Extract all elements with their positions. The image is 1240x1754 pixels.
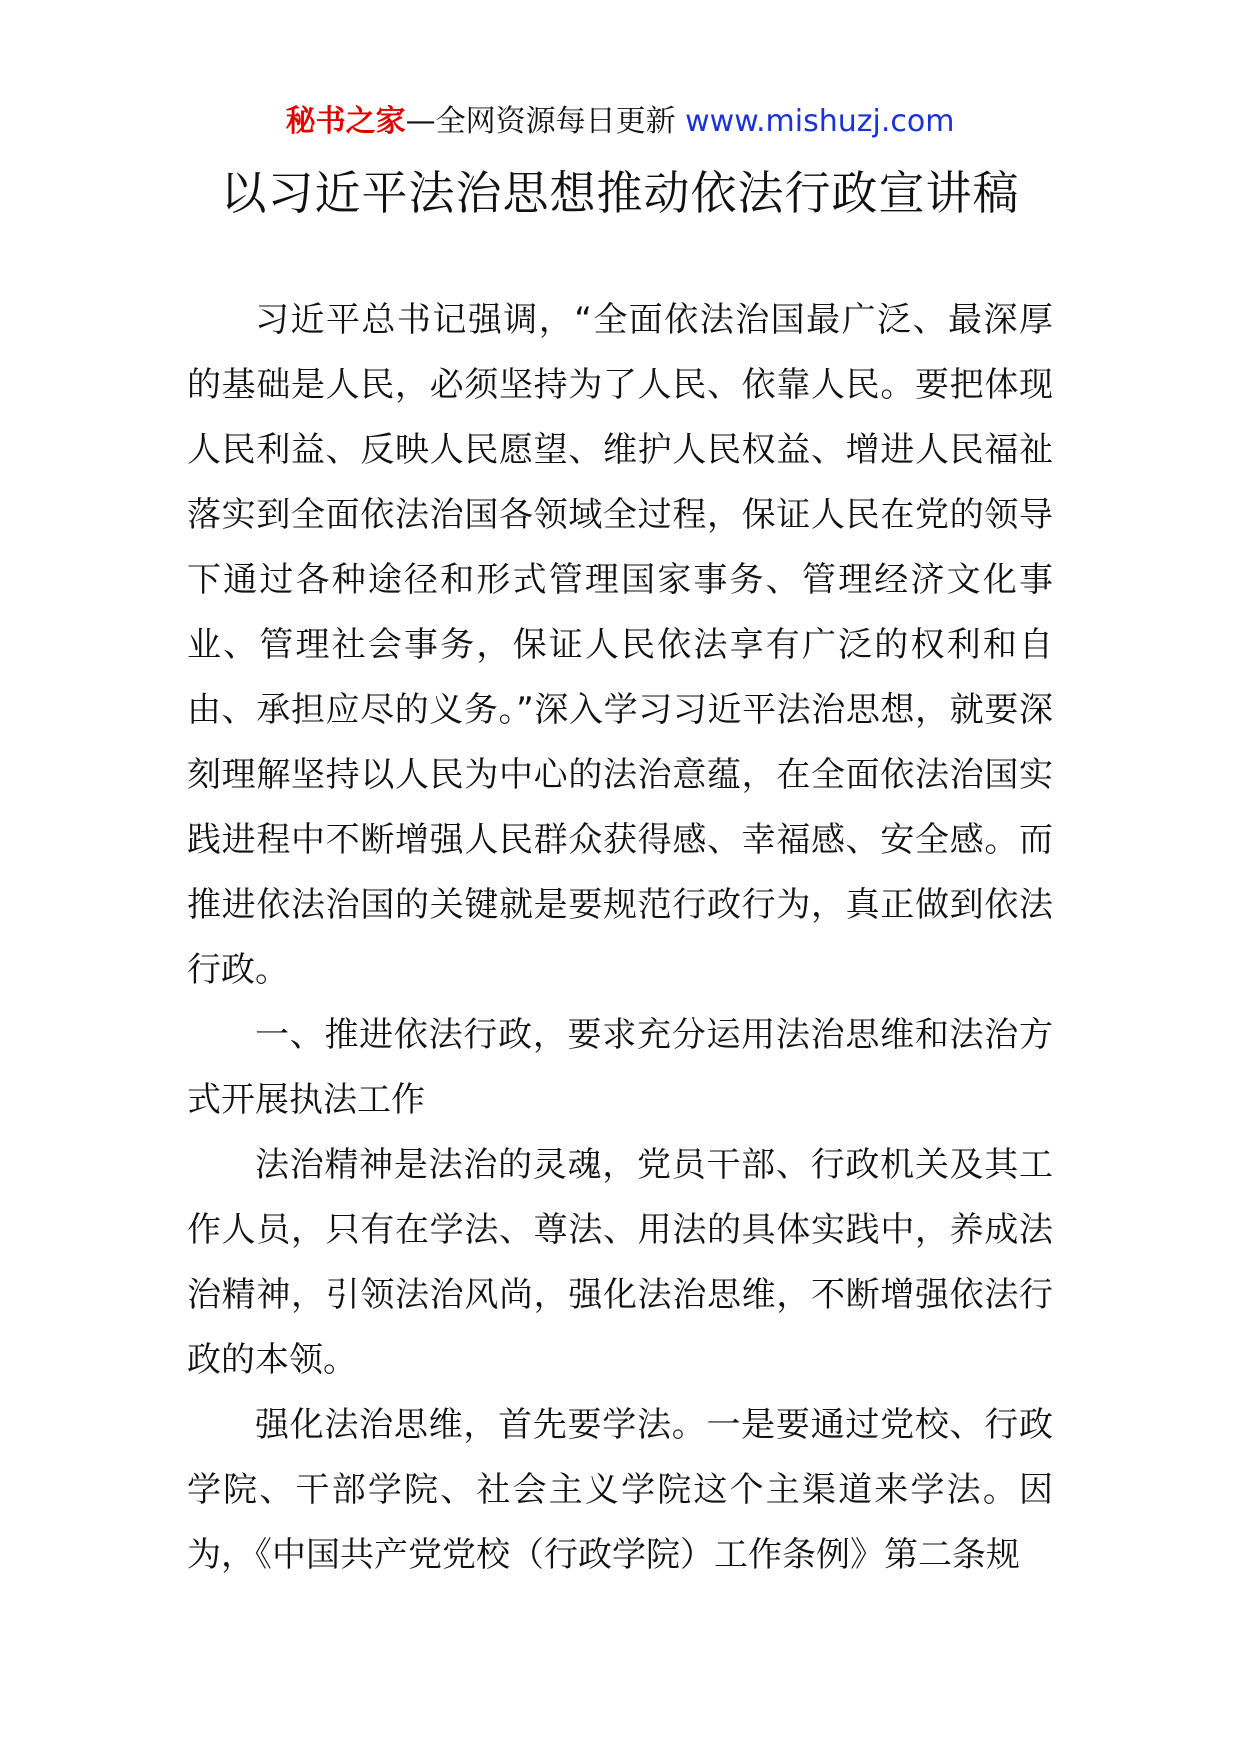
paragraph-intro: 习近平总书记强调，“全面依法治国最广泛、最深厚的基础是人民，必须坚持为了人民、依靠人民。要把体现人民利益、反映人民愿望、维护人民权益、增进人民福祉落实到全面依法治国各领域全过程，保证人民在党的领导下通过各种途径和形式管理国家事务、管理经济文化事业、管理社会事务，保证人民依法享有广泛的权利和自由、承担应尽的义务。”深入学习习近平法治思想，就要深刻理解坚持以人民为中心的法治意蕴，在全面依法治国实践进程中不断增强人民群众获得感、幸福感、安全感。而推进依法治国的关键就是要规范行政行为，真正做到依法行政。: [187, 300, 1053, 990]
document-body: [187, 288, 1053, 1588]
site-url-link[interactable]: www.mishuzj.com: [685, 104, 955, 139]
paragraph-study-law: 强化法治思维，首先要学法。一是要通过党校、行政学院、干部学院、社会主义学院这个主渠道来学法。因为，《中国共产党党校（行政学院）工作条例》第二条规: [187, 1405, 1053, 1575]
section-heading-1: 一、推进依法行政，要求充分运用法治思维和法治方式开展执法工作: [187, 1015, 1053, 1120]
header-tagline: —全网资源每日更新: [405, 104, 676, 139]
paragraph-rule-of-law-spirit: 法治精神是法治的灵魂，党员干部、行政机关及其工作人员，只有在学法、尊法、用法的具体实践中，养成法治精神，引领法治风尚，强化法治思维，不断增强依法行政的本领。: [187, 1145, 1053, 1380]
brand-name: 秘书之家: [285, 104, 406, 139]
site-header: [0, 100, 1240, 144]
document-title: 以习近平法治思想推动依法行政宣讲稿: [220, 166, 1020, 220]
